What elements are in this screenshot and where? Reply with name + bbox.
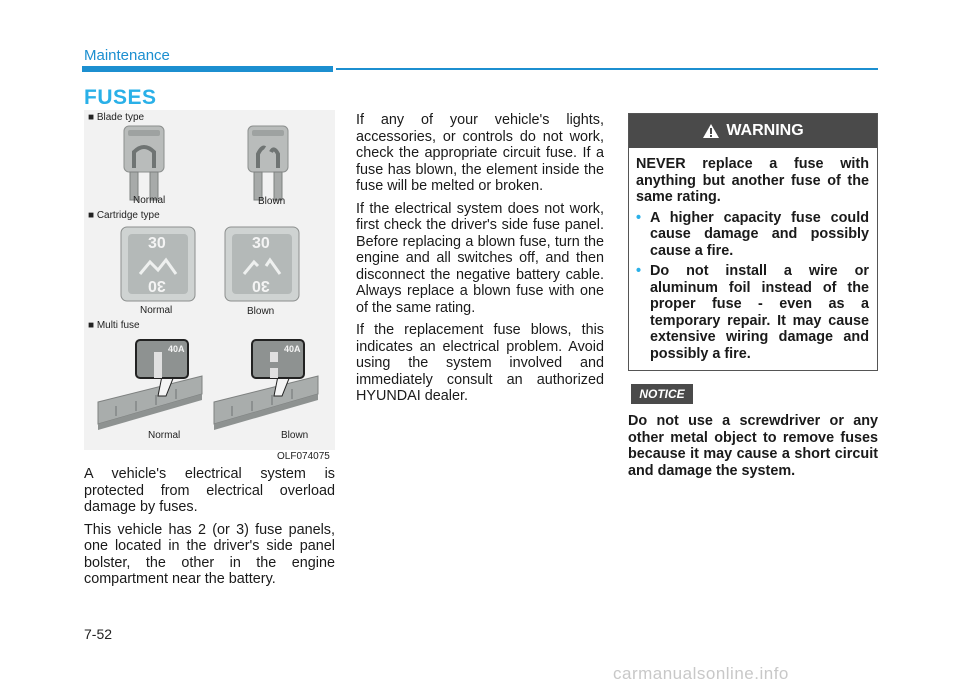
warning-triangle-icon [702, 123, 720, 139]
header-rule-thick [82, 66, 333, 72]
body-middle [356, 112, 604, 411]
warning-bullet: • A higher capacity fuse could cause damage and possibly cause a fire. [636, 209, 869, 259]
blade-type-label: ■ Blade type [88, 112, 145, 123]
warning-header [629, 114, 877, 148]
body-paragraph: This vehicle has 2 (or 3) fuse panels, one located in the driver's side panel bolster, the other in the engine compartment near the battery. [84, 521, 335, 587]
bullet-dot-icon: • [636, 209, 642, 226]
body-paragraph: A vehicle's electrical system is protected from electrical overload damage by fuses. [84, 466, 335, 515]
cartridge-fuse-normal-image [120, 226, 196, 302]
body-left [84, 466, 335, 594]
body-paragraph: If the replacement fuse blows, this indicates an electrical problem. Avoid using the system involved and immediately consult an authorized HYUNDAI dealer. [356, 322, 604, 404]
cartridge-type-label: ■ Cartridge type [88, 210, 160, 221]
page-title: FUSES [84, 86, 157, 109]
notice-text: Do not use a screwdriver or any other metal object to remove fuses because it may cause a short circuit and damage the system. [628, 413, 878, 479]
watermark: carmanualsonline.info [613, 664, 789, 683]
multi-fuse-blown-image [212, 338, 322, 432]
warning-box [628, 113, 878, 371]
fuse-figure [84, 110, 335, 462]
warning-intro: NEVER replace a fuse with anything but another fuse of the same rating. [636, 156, 869, 205]
warning-body [636, 156, 869, 366]
cartridge-fuse-blown-image [224, 226, 300, 302]
body-paragraph: If any of your vehicle's lights, accessories, or controls do not work, check the appropriate circuit fuse. If a fuse has blown, the element inside the fuse will be melted or broken. [356, 112, 604, 194]
figure-code: OLF074075 [277, 451, 330, 462]
multi-blown-caption: Blown [281, 430, 309, 441]
cartridge-blown-caption: Blown [247, 306, 275, 317]
cartridge-normal-rating-top: 30 [148, 235, 166, 252]
blade-fuse-blown-image [244, 124, 292, 202]
section-label: Maintenance [84, 47, 170, 64]
body-paragraph: If the electrical system does not work, first check the driver's side fuse panel. Before replacing a blown fuse, turn the engine and all switches off, and then disconnect the negative battery cable. Always replace a blown fuse with one of the same rating. [356, 200, 604, 316]
multi-normal-rating: 40A [168, 344, 185, 354]
cartridge-normal-rating-bottom: 30 [148, 277, 166, 294]
multi-fuse-normal-image [96, 338, 206, 432]
multi-normal-caption: Normal [148, 430, 181, 441]
page-number: 7-52 [84, 626, 113, 642]
blade-normal-caption: Normal [133, 195, 166, 206]
cartridge-blown-rating-top: 30 [252, 235, 270, 252]
warning-bullet: • Do not install a wire or aluminum foil instead of the proper fuse - even as a temporary repair. It may cause extensive wiring damage and possibly a fire. [636, 263, 869, 362]
header-rule-thin [336, 68, 878, 70]
cartridge-normal-caption: Normal [140, 305, 173, 316]
cartridge-blown-rating-bottom: 30 [252, 277, 270, 294]
multi-blown-rating: 40A [284, 344, 301, 354]
bullet-dot-icon: • [636, 263, 642, 279]
notice-badge: NOTICE [631, 384, 693, 404]
warning-list [636, 210, 869, 363]
blade-fuse-normal-image [120, 124, 168, 202]
multi-fuse-label: ■ Multi fuse [88, 320, 140, 331]
blade-blown-caption: Blown [258, 196, 286, 207]
warning-heading: WARNING [726, 122, 804, 139]
